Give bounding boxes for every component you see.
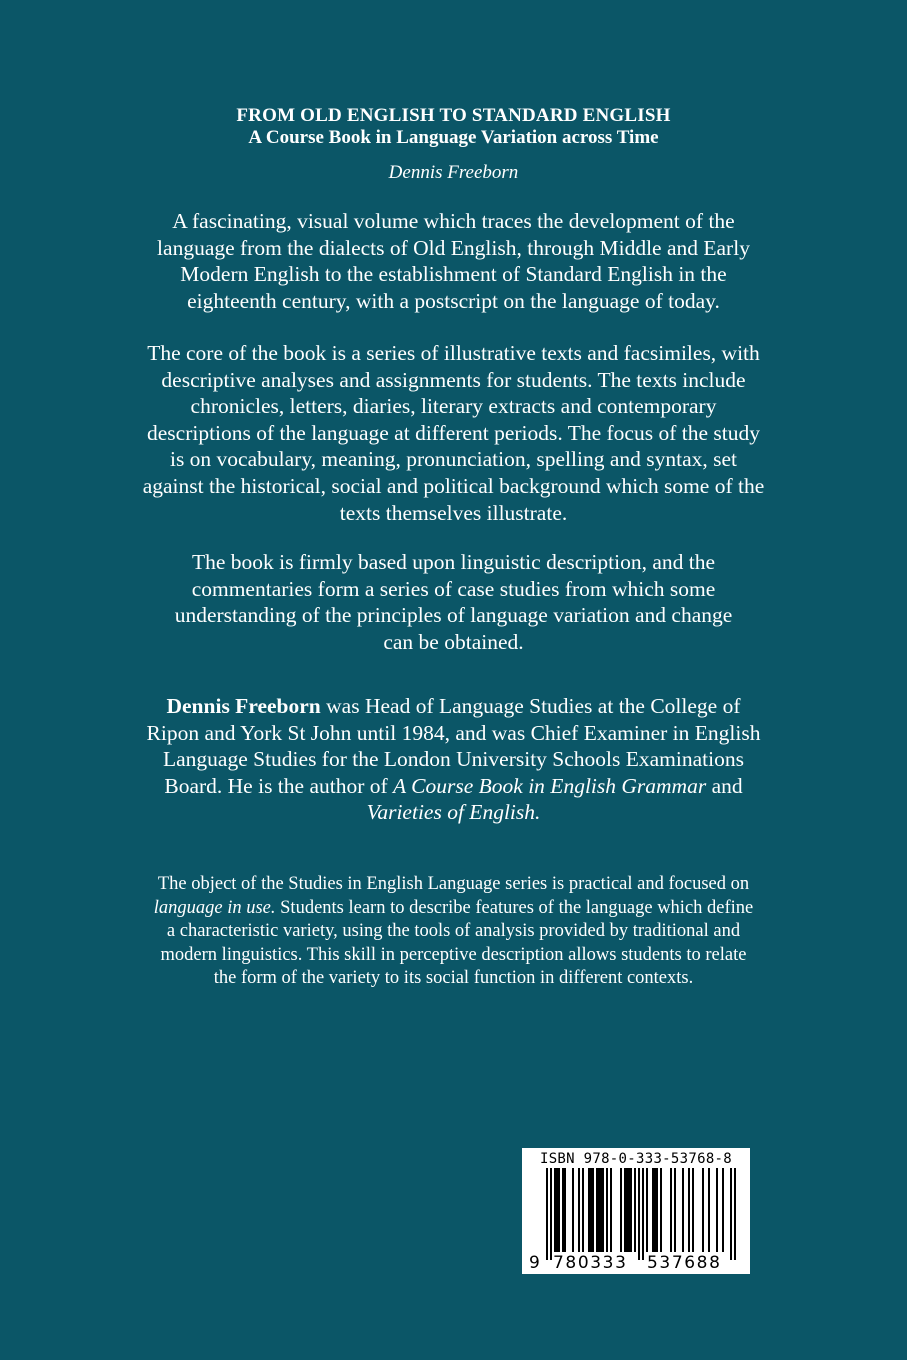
barcode-bar: [546, 1168, 548, 1260]
barcode-bar: [642, 1168, 644, 1260]
barcode-bar: [562, 1168, 564, 1252]
barcode-bar: [620, 1168, 622, 1252]
text-line: a characteristic variety, using the tools of analysis provided by traditional and: [166, 921, 741, 941]
description-paragraph-2: [0, 340, 907, 526]
barcode-bar: [722, 1168, 724, 1252]
series-emphasis: language in use.: [153, 897, 276, 918]
barcode-bar: [674, 1168, 676, 1252]
barcode-bar: [600, 1168, 602, 1252]
barcode-bar: [628, 1168, 630, 1252]
text-line: can be obtained.: [383, 629, 524, 654]
text-line: the form of the variety to its social function in different contexts.: [213, 968, 694, 988]
book-subtitle: A Course Book in Language Variation across Time: [248, 127, 659, 148]
barcode-bar: [688, 1168, 690, 1252]
barcode-bar: [626, 1168, 628, 1252]
text-line: modern linguistics. This skill in perceptive description allows students to relate: [160, 944, 747, 965]
barcode-bar: [634, 1168, 636, 1252]
text-line: eighteenth century, with a postscript on the language of today.: [187, 288, 720, 313]
barcode-bar: [652, 1168, 654, 1252]
barcode-bar: [654, 1168, 656, 1252]
barcode-bar: [606, 1168, 608, 1252]
barcode-bar: [558, 1168, 560, 1252]
barcode-bar: [588, 1168, 590, 1252]
text-line: language from the dialects of Old English, through Middle and Early: [157, 235, 750, 260]
book-author: Dennis Freeborn: [388, 162, 519, 183]
text-line: chronicles, letters, diaries, literary extracts and contemporary: [190, 394, 717, 419]
text-line: [0, 773, 907, 800]
series-text: Students learn to describe features of the language which define: [275, 897, 754, 918]
text-line: A fascinating, visual volume which traces the development of the: [172, 209, 735, 233]
barcode-bar: [734, 1168, 736, 1260]
barcode-bar: [682, 1168, 684, 1252]
author-bio: [0, 693, 907, 826]
barcode-bar: [630, 1168, 632, 1252]
isbn-label: ISBN 978-0-333-53768-8: [539, 1151, 733, 1167]
barcode-bar: [590, 1168, 592, 1252]
barcode-bar: [660, 1168, 662, 1252]
text-line: [0, 693, 907, 720]
barcode-bar: [578, 1168, 580, 1252]
barcode-bar: [692, 1168, 694, 1252]
description-paragraph-1: [0, 208, 907, 314]
isbn-barcode: [522, 1148, 750, 1274]
text-line: commentaries form a series of case studies from which some: [191, 576, 716, 601]
barcode-bar: [624, 1168, 626, 1252]
barcode-bar: [596, 1168, 598, 1252]
barcode-digit-first: 9: [529, 1253, 542, 1273]
barcode-bar: [582, 1168, 584, 1252]
text-line: Ripon and York St John until 1984, and was Chief Examiner in English: [146, 720, 761, 745]
text-line: against the historical, social and political background which some of the: [142, 473, 765, 498]
barcode-bar: [592, 1168, 594, 1252]
barcode-bar: [730, 1168, 732, 1260]
barcode-bar: [656, 1168, 658, 1252]
barcode-bar: [554, 1168, 556, 1252]
book-reference: Varieties of English.: [366, 800, 541, 825]
barcode-bar: [602, 1168, 604, 1252]
text-line: The core of the book is a series of illustrative texts and facsimiles, with: [147, 341, 760, 365]
barcode-bar: [702, 1168, 704, 1252]
barcode-bar: [564, 1168, 566, 1252]
barcode-digits-left: 780333: [553, 1253, 628, 1273]
text-line: is on vocabulary, meaning, pronunciation, spelling and syntax, set: [169, 447, 738, 472]
bio-text: Board. He is the author of: [164, 773, 394, 798]
barcode-bar: [708, 1168, 710, 1252]
text-line: The book is firmly based upon linguistic description, and the: [191, 550, 716, 574]
barcode-bar: [550, 1168, 552, 1260]
barcode-bar: [670, 1168, 672, 1252]
barcode-bar: [556, 1168, 558, 1252]
bio-text: was Head of Language Studies at the College of: [320, 694, 741, 718]
book-title: FROM OLD ENGLISH TO STANDARD ENGLISH: [236, 105, 671, 126]
barcode-bar: [716, 1168, 718, 1252]
text-line: Language Studies for the London University Schools Examinations: [162, 747, 744, 772]
barcode-bar: [646, 1168, 648, 1252]
barcode-bar: [610, 1168, 612, 1252]
barcode-bar: [598, 1168, 600, 1252]
text-line: [0, 897, 907, 921]
author-name: Dennis Freeborn: [166, 694, 321, 718]
text-line: texts themselves illustrate.: [339, 500, 568, 525]
barcode-bar: [572, 1168, 574, 1252]
series-description: [0, 873, 907, 991]
text-line: descriptions of the language at different periods. The focus of the study: [147, 420, 760, 445]
barcode-digits-right: 537688: [647, 1253, 722, 1273]
description-paragraph-3: [0, 549, 907, 655]
bio-text: and: [706, 773, 743, 798]
barcode-bar: [638, 1168, 640, 1260]
text-line: understanding of the principles of language variation and change: [174, 603, 733, 628]
text-line: The object of the Studies in English Language series is practical and focused on: [157, 874, 750, 894]
book-reference: A Course Book in English Grammar: [393, 773, 707, 798]
text-line: Modern English to the establishment of Standard English in the: [180, 262, 727, 287]
text-line: descriptive analyses and assignments for students. The texts include: [161, 367, 746, 392]
